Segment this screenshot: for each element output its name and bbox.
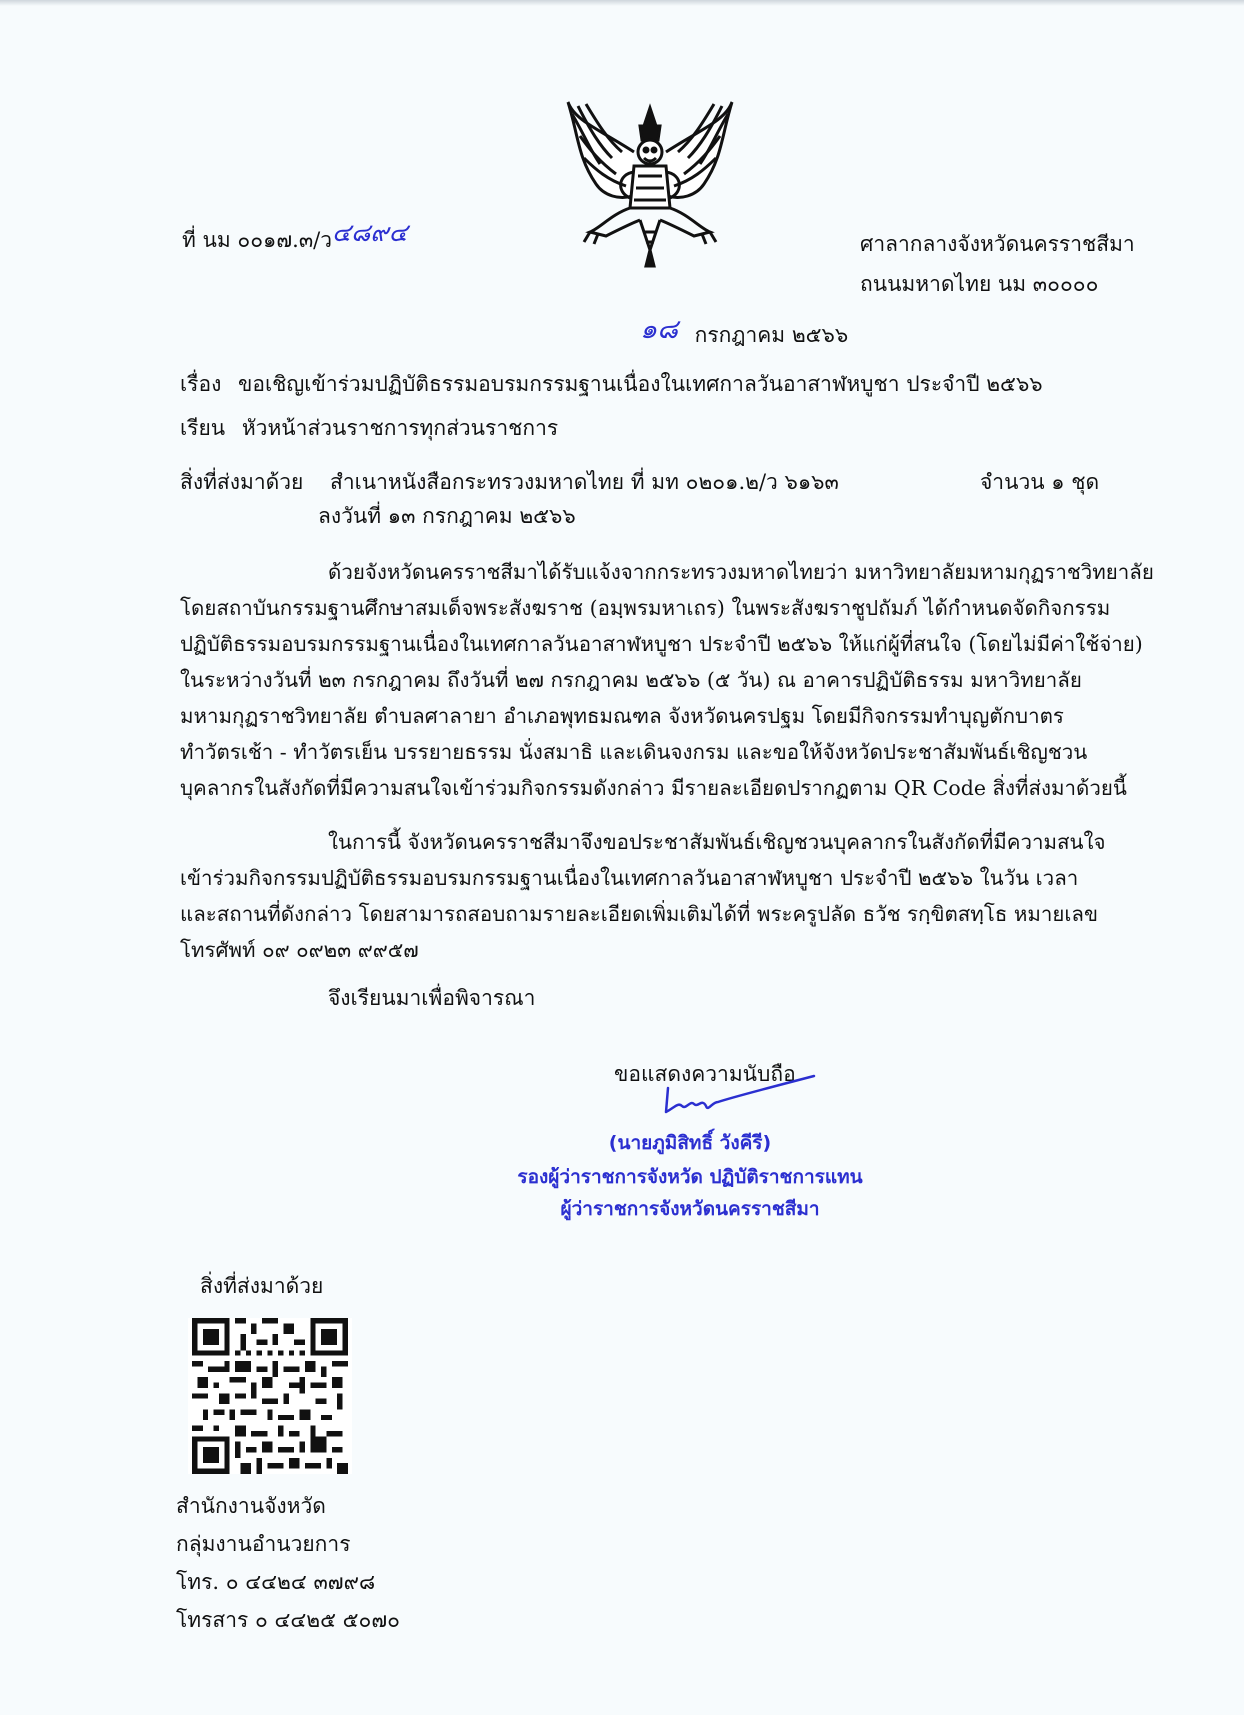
subject-label: เรื่อง <box>180 372 222 396</box>
paragraph-line: มหามกุฏราชวิทยาลัย ตำบลศาลายา อำเภอพุทธมณฑล จังหวัดนครปฐม โดยมีกิจกรรมทำบุญตักบาตร <box>180 704 1064 728</box>
signatory-position-1: รองผู้ว่าราชการจังหวัด ปฏิบัติราชการแทน <box>517 1166 863 1188</box>
handwritten-signature-icon <box>660 1072 820 1120</box>
closing-line: จึงเรียนมาเพื่อพิจารณา <box>328 986 536 1010</box>
paragraph-line: ด้วยจังหวัดนครราชสีมาได้รับแจ้งจากกระทรวงมหาดไทยว่า มหาวิทยาลัยมหามกุฏราชวิทยาลัย <box>328 560 1154 584</box>
recipient-label: เรียน <box>180 416 226 440</box>
date-month-year: กรกฎาคม ๒๕๖๖ <box>694 323 849 347</box>
reference-handwritten-number: ๔๘๙๔ <box>332 218 408 247</box>
footer-office: สำนักงานจังหวัด <box>176 1494 326 1518</box>
footer-phone: โทร. ๐ ๔๔๒๔ ๓๗๙๘ <box>176 1570 376 1594</box>
enclosure-quantity: จำนวน ๑ ชุด <box>980 470 1100 494</box>
footer-fax: โทรสาร ๐ ๔๔๒๕ ๕๐๗๐ <box>176 1608 400 1632</box>
scan-edge <box>0 0 1244 6</box>
enclosure-line1: สำเนาหนังสือกระทรวงมหาดไทย ที่ มท ๐๒๐๑.๒/ว ๖๑๖๓ <box>330 470 839 494</box>
subject-line <box>180 374 1043 395</box>
paragraph-line: ทำวัตรเช้า - ทำวัตรเย็น บรรยายธรรม นั่งสมาธิ และเดินจงกรม และขอให้จังหวัดประชาสัมพันธ์เชิญชวน <box>180 740 1088 764</box>
paragraph-line: ในการนี้ จังหวัดนครราชสีมาจึงขอประชาสัมพันธ์เชิญชวนบุคลากรในสังกัดที่มีความสนใจ <box>328 830 1106 854</box>
recipient-line <box>180 418 558 439</box>
office-address-line2: ถนนมหาดไทย นม ๓๐๐๐๐ <box>860 272 1099 296</box>
attachment-label: สิ่งที่ส่งมาด้วย <box>200 1274 324 1298</box>
body-paragraph-2 <box>180 824 1126 968</box>
office-address-line1: ศาลากลางจังหวัดนครราชสีมา <box>860 232 1135 256</box>
enclosure-line2: ลงวันที่ ๑๓ กรกฎาคม ๒๕๖๖ <box>318 504 576 528</box>
paragraph-line: โทรศัพท์ ๐๙ ๐๙๒๓ ๙๙๕๗ <box>180 938 419 962</box>
recipient-text: หัวหน้าส่วนราชการทุกส่วนราชการ <box>241 416 559 440</box>
paragraph-line: โดยสถาบันกรรมฐานศึกษาสมเด็จพระสังฆราช (อมฺพรมหาเถร) ในพระสังฆราชูปถัมภ์ ได้กำหนดจัดกิจกรรม <box>180 596 1111 620</box>
footer-division: กลุ่มงานอำนวยการ <box>176 1532 351 1556</box>
signatory-position-2: ผู้ว่าราชการจังหวัดนครราชสีมา <box>560 1198 820 1220</box>
reference-prefix: ที่ นม ๐๐๑๗.๓/ว <box>182 228 333 252</box>
qr-code-icon <box>188 1318 352 1474</box>
subject-text: ขอเชิญเข้าร่วมปฏิบัติธรรมอบรมกรรมฐานเนื่องในเทศกาลวันอาสาฬหบูชา ประจำปี ๒๕๖๖ <box>238 372 1043 396</box>
paragraph-line: และสถานที่ดังกล่าว โดยสามารถสอบถามรายละเอียดเพิ่มเติมได้ที่ พระครูปลัด ธวัช รกฺขิตสทฺโธ หมายเลข <box>180 902 1098 926</box>
signatory-name: (นายภูมิสิทธิ์ วังคีรี) <box>608 1132 772 1154</box>
paragraph-line: ในระหว่างวันที่ ๒๓ กรกฎาคม ถึงวันที่ ๒๗ กรกฎาคม ๒๕๖๖ (๕ วัน) ณ อาคารปฏิบัติธรรม มหาวิทยาลัย <box>180 668 1082 692</box>
garuda-emblem-icon <box>560 100 740 272</box>
letter-date <box>640 314 849 347</box>
paragraph-line: เข้าร่วมกิจกรรมปฏิบัติธรรมอบรมกรรมฐานเนื่องในเทศกาลวันอาสาฬหบูชา ประจำปี ๒๕๖๖ ในวัน เวลา <box>180 866 1079 890</box>
paragraph-line: บุคลากรในสังกัดที่มีความสนใจเข้าร่วมกิจกรรมดังกล่าว มีรายละเอียดปรากฏตาม QR Code สิ่งที่ส่งมาด้วยนี้ <box>180 776 1127 800</box>
paragraph-line: ปฏิบัติธรรมอบรมกรรมฐานเนื่องในเทศกาลวันอาสาฬหบูชา ประจำปี ๒๕๖๖ ให้แก่ผู้ที่สนใจ (โดยไม่มีค่าใช้จ่าย) <box>180 632 1143 656</box>
reference-number <box>182 218 408 252</box>
salutation: ขอแสดงความนับถือ <box>614 1062 796 1086</box>
enclosure-label: สิ่งที่ส่งมาด้วย <box>180 470 304 494</box>
date-day-handwritten: ๑๘ <box>640 314 678 345</box>
body-paragraph-1 <box>180 554 1154 806</box>
